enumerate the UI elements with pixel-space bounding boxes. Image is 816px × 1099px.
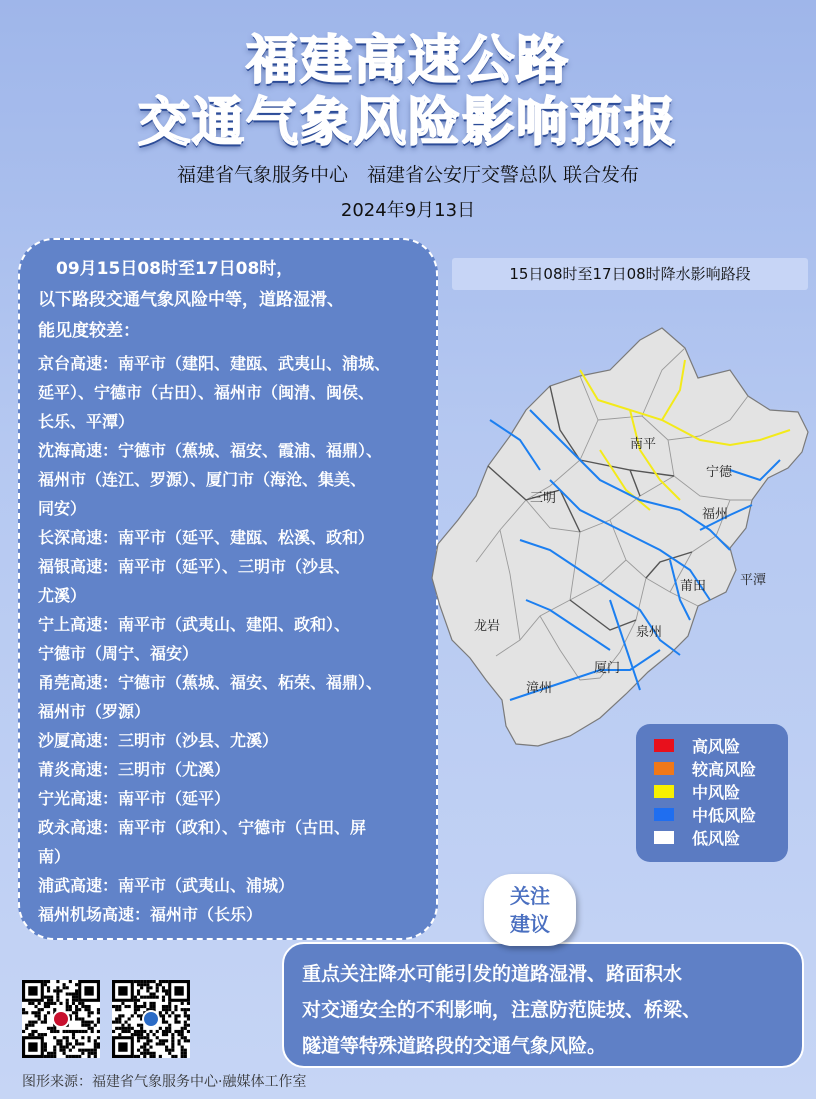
city-label: 龙岩 xyxy=(474,619,501,634)
road-line: 沙厦高速：三明市（沙县、尤溪） xyxy=(38,731,279,750)
forecast-risk-desc-2: 能见度较差： xyxy=(38,321,140,341)
title-line-1: 福建高速公路 xyxy=(245,31,570,91)
fujian-map xyxy=(430,300,816,760)
publishers: 福建省气象服务中心 福建省公安厅交警总队 联合发布 xyxy=(176,164,640,186)
road-line: 宁光高速：南平市（延平） xyxy=(38,789,231,808)
city-label: 南平 xyxy=(630,437,657,452)
city-label: 漳州 xyxy=(526,681,553,696)
city-label: 莆田 xyxy=(680,579,707,594)
legend-swatch xyxy=(654,785,674,798)
road-line: 福银高速：南平市（延平）、三明市（沙县、 xyxy=(38,557,351,576)
city-label: 宁德 xyxy=(706,465,733,480)
province-outline xyxy=(432,328,808,746)
city-label: 福州 xyxy=(702,507,729,522)
legend-swatch xyxy=(654,808,674,821)
road-list xyxy=(38,349,426,929)
road-line: 福州市（连江、罗源）、厦门市（海沧、集美、 xyxy=(38,470,367,489)
road-line: 福州机场高速：福州市（长乐） xyxy=(38,905,263,924)
forecast-panel xyxy=(18,238,438,940)
road-item xyxy=(38,436,426,523)
road-line: 长深高速：南平市（延平、建瓯、松溪、政和） xyxy=(38,528,375,547)
legend-label: 中风险 xyxy=(692,783,741,802)
forecast-risk-desc: 以下路段交通气象风险中等，道路湿滑、 xyxy=(38,290,344,310)
advice-badge-line-1: 关注 xyxy=(510,884,550,908)
advice-badge-line-2: 建议 xyxy=(510,912,550,936)
road-item xyxy=(38,813,426,871)
forecast-intro xyxy=(38,254,426,347)
road-item xyxy=(38,349,426,436)
road-item xyxy=(38,523,426,552)
road-item xyxy=(38,610,426,668)
road-line: 京台高速：南平市（建阳、建瓯、武夷山、浦城、 xyxy=(38,354,391,373)
advice-line: 对交通安全的不利影响，注意防范陡坡、桥梁、 xyxy=(302,999,702,1021)
road-item xyxy=(38,755,426,784)
road-line: 政永高速：南平市（政和）、宁德市（古田、屏 xyxy=(38,818,367,837)
advice-line: 隧道等特殊道路段的交通气象风险。 xyxy=(302,1035,607,1057)
forecast-period: 09月15日08时至17日08时， xyxy=(56,259,294,279)
legend-label: 高风险 xyxy=(692,737,741,756)
road-item xyxy=(38,871,426,900)
road-line: 同安） xyxy=(38,499,87,518)
road-item xyxy=(38,900,426,929)
image-source: 图形来源：福建省气象服务中心·融媒体工作室 xyxy=(22,1074,307,1090)
road-line: 南） xyxy=(38,847,71,866)
road-line: 宁上高速：南平市（武夷山、建阳、政和）、 xyxy=(38,615,351,634)
road-item xyxy=(38,668,426,726)
legend-label: 低风险 xyxy=(692,829,741,848)
legend-label: 较高风险 xyxy=(692,760,757,779)
map-caption: 15日08时至17日08时降水影响路段 xyxy=(452,258,808,290)
road-item xyxy=(38,726,426,755)
risk-legend xyxy=(636,724,788,862)
city-label: 平潭 xyxy=(740,573,767,588)
legend-label: 中低风险 xyxy=(692,806,757,825)
road-line: 沈海高速：宁德市（蕉城、福安、霞浦、福鼎）、 xyxy=(38,441,383,460)
legend-item xyxy=(654,734,788,757)
road-line: 莆炎高速：三明市（尤溪） xyxy=(38,760,231,779)
road-line: 浦武高速：南平市（武夷山、浦城） xyxy=(38,876,295,895)
advice-badge xyxy=(484,874,576,946)
city-label: 厦门 xyxy=(594,661,621,676)
advice-line: 重点关注降水可能引发的道路湿滑、路面积水 xyxy=(302,963,683,985)
legend-swatch xyxy=(654,831,674,844)
issue-date: 2024年9月13日 xyxy=(340,200,476,221)
title-line-2: 交通气象风险影响预报 xyxy=(137,93,678,153)
qr-code-icon xyxy=(112,980,190,1058)
legend-item xyxy=(654,780,788,803)
legend-item xyxy=(654,826,788,849)
road-line: 尤溪） xyxy=(38,586,87,605)
qr-code-meteorological[interactable] xyxy=(22,980,100,1058)
legend-item xyxy=(654,803,788,826)
qr-code-icon xyxy=(22,980,100,1058)
road-line: 延平）、宁德市（古田）、福州市（闽清、闽侯、 xyxy=(38,383,375,402)
city-label: 泉州 xyxy=(636,625,663,640)
legend-item xyxy=(654,757,788,780)
road-item xyxy=(38,552,426,610)
legend-swatch xyxy=(654,762,674,775)
road-line: 甬莞高速：宁德市（蕉城、福安、柘荣、福鼎）、 xyxy=(38,673,383,692)
road-line: 宁德市（周宁、福安） xyxy=(38,644,199,663)
qr-code-traffic-police[interactable] xyxy=(112,980,190,1058)
advice-box xyxy=(282,942,804,1068)
legend-swatch xyxy=(654,739,674,752)
road-line: 长乐、平潭） xyxy=(38,412,135,431)
city-label: 三明 xyxy=(530,491,557,506)
road-item xyxy=(38,784,426,813)
road-line: 福州市（罗源） xyxy=(38,702,151,721)
